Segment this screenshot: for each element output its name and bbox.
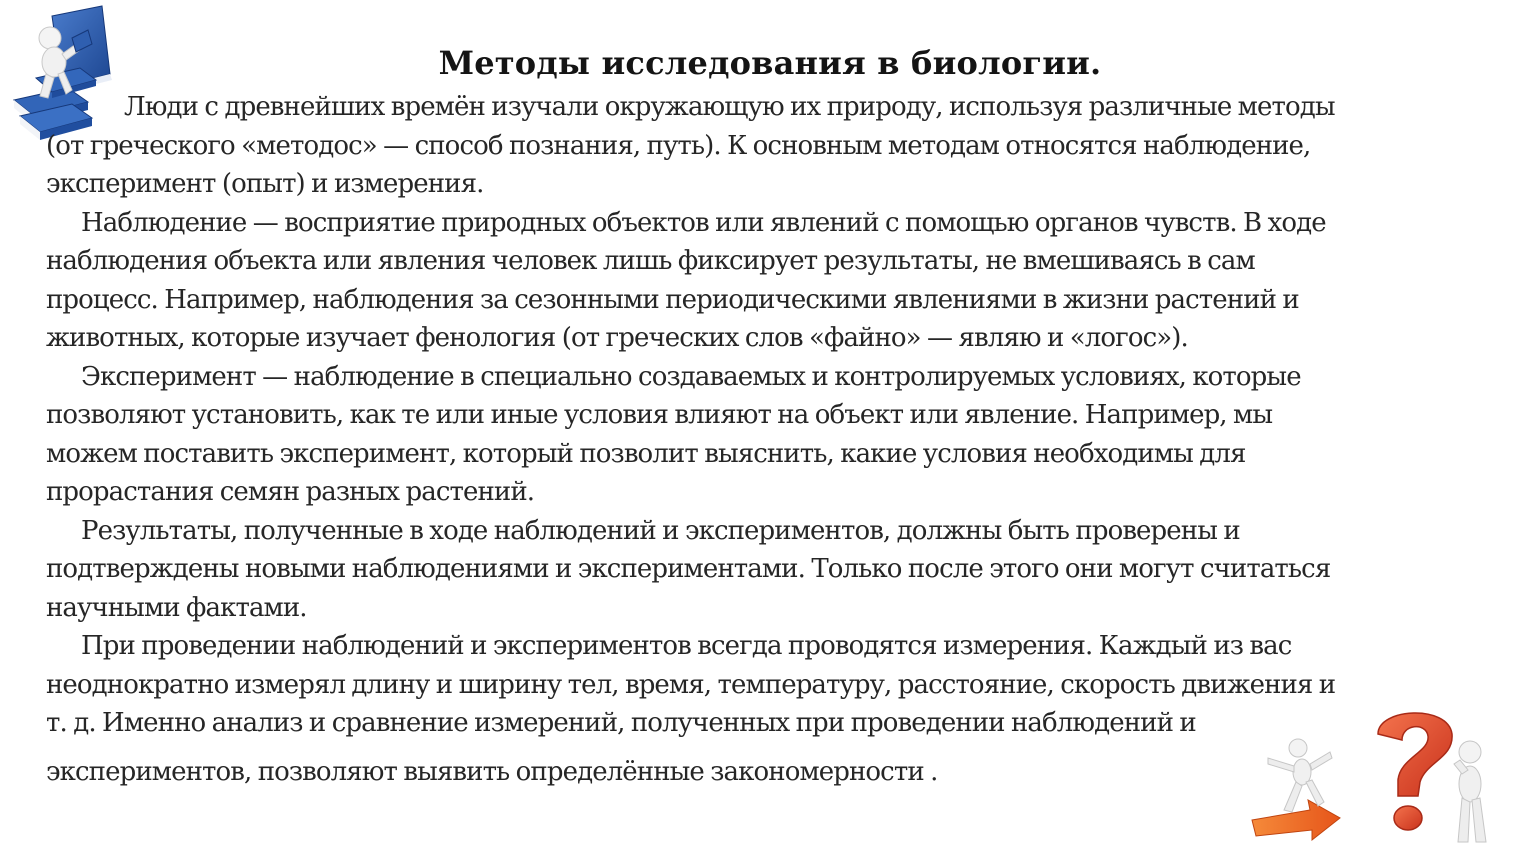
text-line: прорастания семян разных растений. [46,477,535,507]
page-title: Методы исследования в биологии. [438,44,1102,82]
text-line: (от греческого «методос» — способ познания, путь). К основным методам относятся наблюдение, [46,130,1311,161]
text-line: При проведении наблюдений и экспериментов всегда проводятся измерения. Каждый из вас [81,631,1292,661]
text-line: животных, которые изучает фенология (от греческих слов «файно» — являю и «логос»). [46,323,1188,353]
text-line: позволяют установить, как те или иные условия влияют на объект или явление. Например, мы [46,400,1273,430]
text-line: научными фактами. [46,592,307,623]
text-line: Люди с древнейших времён изучали окружающую их природу, используя различные методы [124,92,1335,122]
text-line: можем поставить эксперимент, который позволит выяснить, какие условия необходимы для [46,438,1246,469]
text-line: подтверждены новыми наблюдениями и экспериментами. Только после этого они могут считаться [46,554,1331,584]
text-line: экспериментов, позволяют выявить определённые закономерности . [46,756,938,787]
text-line: эксперимент (опыт) и измерения. [46,169,484,199]
body-text [46,88,1492,791]
text-line: Наблюдение — восприятие природных объектов или явлений с помощью органов чувств. В ходе [81,207,1326,238]
text-line: процесс. Например, наблюдения за сезонными периодическими явлениями в жизни растений и [46,284,1299,315]
text-line: наблюдения объекта или явления человек лишь фиксирует результаты, не вмешиваясь в сам [46,246,1255,276]
text-line: т. д. Именно анализ и сравнение измерений, полученных при проведении наблюдений и [46,708,1196,738]
text-line: Результаты, полученные в ходе наблюдений и экспериментов, должны быть проверены и [81,515,1240,546]
figures-with-question-mark-icon [1248,700,1508,860]
text-line: Эксперимент — наблюдение в специально создаваемых и контролируемых условиях, которые [81,361,1301,392]
text-line: неоднократно измерял длину и ширину тел, время, температуру, расстояние, скорость движения и [46,669,1336,700]
